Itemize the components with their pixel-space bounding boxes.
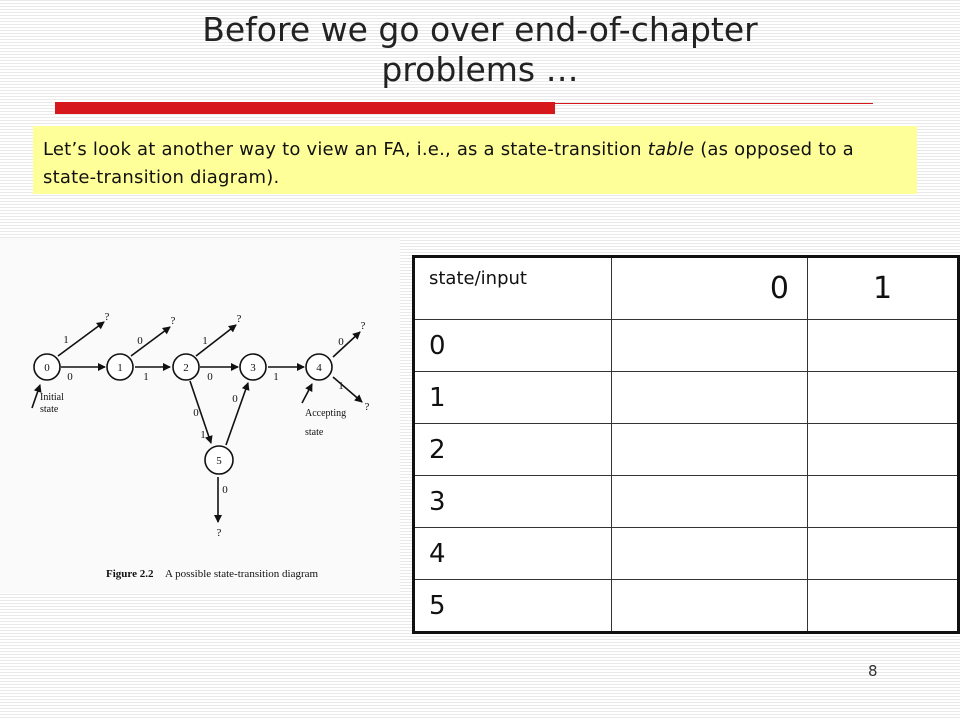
edge-symbol: 0 [137, 335, 143, 347]
state-label-1: 1 [117, 362, 123, 374]
table-row [414, 528, 959, 580]
initial-pointer [32, 385, 40, 408]
edge-symbol: 1 [202, 335, 208, 347]
state-label-0: 0 [44, 362, 50, 374]
table-state-cell: 1 [414, 372, 612, 424]
table-empty-cell [611, 476, 807, 528]
state-label-5: 5 [216, 455, 222, 467]
table-empty-cell [807, 528, 958, 580]
accepting-state-label-2: state [305, 427, 324, 438]
title-underline-bar [55, 102, 555, 114]
table-state-cell: 4 [414, 528, 612, 580]
table-empty-cell [611, 528, 807, 580]
table-empty-cell [611, 320, 807, 372]
edge-symbol: 1 [143, 371, 149, 383]
unknown-mark: ? [364, 401, 370, 413]
state-label-3: 3 [250, 362, 256, 374]
initial-state-label-1: Initial [40, 392, 64, 403]
edge-symbol: 1 [338, 380, 344, 392]
intro-note-italic: table [647, 139, 695, 160]
table-state-cell: 2 [414, 424, 612, 476]
state-label-2: 2 [183, 362, 189, 374]
table-row [414, 476, 959, 528]
slide-title-line1: Before we go over end-of-chapter [202, 10, 758, 49]
page-number: 8 [868, 662, 878, 680]
unknown-mark: ? [360, 320, 366, 332]
state-label-4: 4 [316, 362, 322, 374]
table-row [414, 580, 959, 633]
table-input-header: 0 [611, 257, 807, 320]
table-row [414, 320, 959, 372]
table-empty-cell [807, 424, 958, 476]
state-diagram-figure [0, 238, 400, 593]
state-transition-table [412, 255, 960, 634]
accepting-state-label-1: Accepting [305, 408, 347, 419]
edge-symbol: 0 [67, 371, 73, 383]
transition-table-wrap [412, 255, 960, 634]
edge-symbol: 0 [232, 393, 238, 405]
figure-caption-label: Figure 2.2 [106, 568, 154, 580]
intro-note [33, 126, 917, 194]
edge-4-unknown-a [333, 332, 360, 357]
edge-symbol: 0 [193, 407, 199, 419]
slide-title-line2: problems … [381, 50, 579, 89]
edge-symbol: 1 [273, 371, 279, 383]
figure-caption-text: A possible state-transition diagram [165, 568, 319, 580]
table-row [414, 424, 959, 476]
table-empty-cell [611, 580, 807, 633]
unknown-mark: ? [216, 527, 222, 539]
edge-symbol: 1 [63, 334, 69, 346]
initial-state-label-2: state [40, 404, 59, 415]
table-row [414, 372, 959, 424]
accepting-pointer [302, 384, 312, 403]
unknown-mark: ? [236, 313, 242, 325]
table-empty-cell [807, 372, 958, 424]
table-empty-cell [807, 320, 958, 372]
edge-symbol: 0 [222, 484, 228, 496]
edge-symbol: 1 [200, 429, 206, 441]
intro-note-text-a: Let’s look at another way to view an FA, i.e., as a state-transition [43, 139, 648, 160]
edge-symbol: 0 [207, 371, 213, 383]
unknown-mark: ? [170, 315, 176, 327]
title-underline-line [555, 103, 873, 104]
slide-title [80, 10, 880, 90]
state-diagram-svg [0, 238, 400, 593]
table-header-row [414, 257, 959, 320]
table-state-cell: 5 [414, 580, 612, 633]
table-empty-cell [807, 580, 958, 633]
table-empty-cell [611, 372, 807, 424]
intro-note-text-b: (as opposed to a state-transition diagram). [43, 139, 854, 188]
unknown-mark: ? [104, 311, 110, 323]
edge-symbol: 0 [338, 336, 344, 348]
table-empty-cell [611, 424, 807, 476]
table-empty-cell [807, 476, 958, 528]
table-input-header: 1 [807, 257, 958, 320]
table-state-cell: 0 [414, 320, 612, 372]
table-state-cell: 3 [414, 476, 612, 528]
table-corner-cell: state/input [414, 257, 612, 320]
